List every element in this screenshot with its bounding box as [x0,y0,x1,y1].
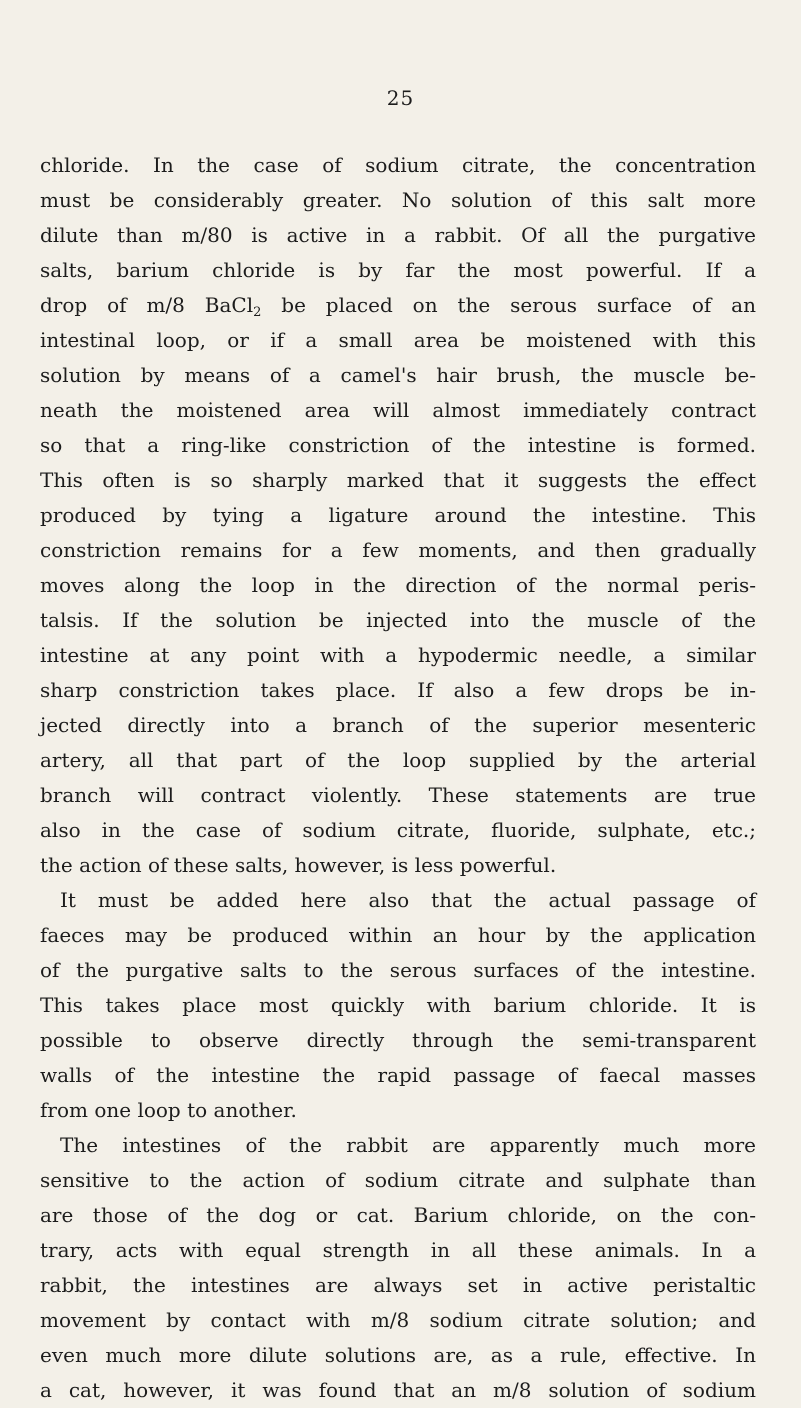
text-line: are those of the dog or cat. Barium chloride, on the con- [40,1203,756,1227]
text-line: It must be added here also that the actual passage of [60,888,756,912]
text-line: neath the moistened area will almost immediately contract [40,398,756,422]
text-line: jected directly into a branch of the superior mesenteric [40,713,756,737]
text-line: intestinal loop, or if a small area be moistened with this [40,328,756,352]
page-number: 25 [386,86,415,110]
formula-subscript: 2 [253,305,262,320]
text-line: solution by means of a camel's hair brush, the muscle be- [40,363,756,387]
text-line: dilute than m/80 is active in a rabbit. Of all the purgative [40,223,756,247]
text-line: sharp constriction takes place. If also a few drops be in- [40,678,756,702]
text-line: artery, all that part of the loop supplied by the arterial [40,748,756,772]
text-line: salts, barium chloride is by far the most powerful. If a [40,258,756,282]
body-text [40,148,756,1408]
text-line: constriction remains for a few moments, and then gradually [40,538,756,562]
text-line: branch will contract violently. These statements are true [40,783,756,807]
text-line: walls of the intestine the rapid passage of faecal masses [40,1063,756,1087]
text-line: This often is so sharply marked that it suggests the effect [40,468,756,492]
text-line: trary, acts with equal strength in all these animals. In a [40,1238,756,1262]
formula-text-rest: be placed on the serous surface of an [261,293,756,317]
text-line: even much more dilute solutions are, as a rule, effective. In [40,1343,756,1367]
text-line: movement by contact with m/8 sodium citrate solution; and [40,1308,756,1332]
text-line: rabbit, the intestines are always set in active peristaltic [40,1273,756,1297]
text-line: from one loop to another. [40,1098,297,1122]
text-line-formula [40,288,756,323]
formula-text: drop of m/8 BaCl [40,293,254,317]
text-line: chloride. In the case of sodium citrate, the concentration [40,153,756,177]
text-line: possible to observe directly through the semi-transparent [40,1028,756,1052]
text-line: the action of these salts, however, is less powerful. [40,853,557,877]
text-line: moves along the loop in the direction of the normal peris- [40,573,756,597]
text-line: must be considerably greater. No solution of this salt more [40,188,756,212]
text-line: produced by tying a ligature around the intestine. This [40,503,756,527]
text-line: faeces may be produced within an hour by the application [40,923,756,947]
text-line: sensitive to the action of sodium citrate and sulphate than [40,1168,756,1192]
text-line: The intestines of the rabbit are apparently much more [60,1133,756,1157]
text-line: intestine at any point with a hypodermic needle, a similar [40,643,756,667]
text-line: so that a ring-like constriction of the intestine is formed. [40,433,756,457]
text-line: talsis. If the solution be injected into the muscle of the [40,608,756,632]
text-line: This takes place most quickly with barium chloride. It is [40,993,756,1017]
text-line: a cat, however, it was found that an m/8 solution of sodium [40,1378,756,1402]
text-line: also in the case of sodium citrate, fluoride, sulphate, etc.; [40,818,756,842]
text-line: of the purgative salts to the serous surfaces of the intestine. [40,958,756,982]
